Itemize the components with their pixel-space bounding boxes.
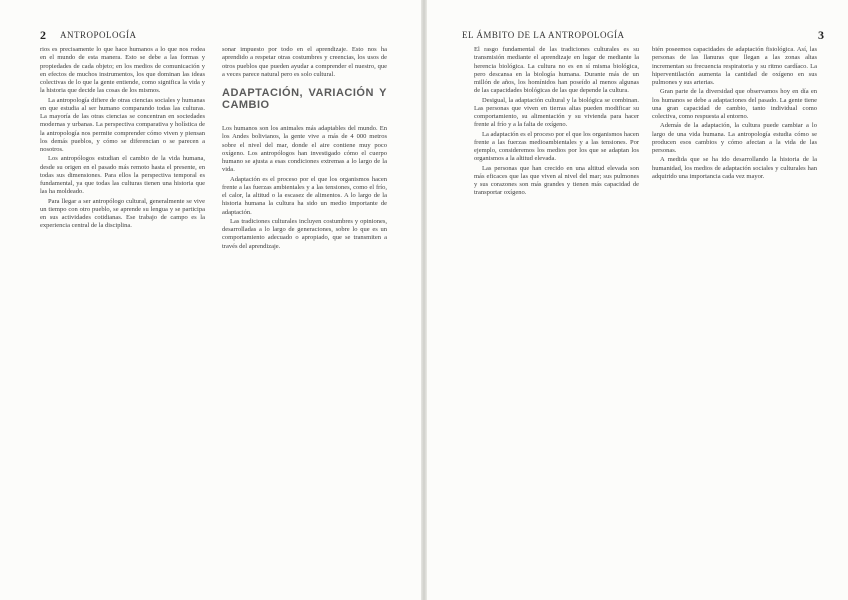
right-page: [426, 0, 848, 600]
paragraph: Los humanos son los animales más adaptables del mundo. En los Andes bolivianos, la gente vive a más de 4 000 metros sobre el nivel del mar, donde el aire contiene muy poco oxígeno. Los antropólogos han investigado cómo el cuerpo humano se ajusta a esas condiciones extremas a lo largo de la vida.: [222, 125, 387, 174]
paragraph: La antropología difiere de otras ciencias sociales y humanas en que estudia al ser humano comparando todas las culturas. La mayoría de las otras ciencias se concentran en sociedades modernas y urbanas. La perspectiva comparativa y holística de la antropología nos permite comprender cómo viven y piensan los demás pueblos, y cómo se diferencian o se parecen a nosotros.: [40, 96, 205, 153]
paragraph: rios es precisamente lo que hace humanos a lo que nos rodea en el mundo de esta manera. Esto se debe a las formas y propiedades de cada objeto; en los medios de comunicación y en efectos de muchos instrumentos, los que dominan las ideas colectivas de lo que la gente entiende, como significa la vida y la historia que decide las cosas de los mismos.: [40, 46, 205, 95]
page-number-right: 3: [818, 28, 824, 42]
paragraph: La adaptación es el proceso por el que los organismos hacen frente a las fuerzas medioambientales y a las tensiones. Por ejemplo, consideremos los medios por los que se adaptan los organismos a la altitud elevada.: [474, 130, 639, 163]
text-column-left-2: [222, 46, 387, 252]
page-number-left: 2: [40, 28, 46, 42]
paragraph: Las personas que han crecido en una altitud elevada son más eficaces que las que viven al nivel del mar; sus pulmones y sus corazones son más grandes y tienen más capacidad de transportar oxígeno.: [474, 164, 639, 197]
section-title: ADAPTACIÓN, VARIACIÓN Y CAMBIO: [222, 87, 387, 111]
paragraph: sonar impuesto por todo en el aprendizaje. Esto nos ha aprendido a respetar otras costumbres y creencias, los usos de otros pueblos que pueden ayudar a comprender el nuestro, que a veces parece natural pero es solo cultural.: [222, 46, 387, 78]
paragraph: bién poseemos capacidades de adaptación fisiológica. Así, las personas de las llanuras que llegan a las zonas altas incrementan su frecuencia respiratoria y su ritmo cardíaco. La hiperventilación aumenta la cantidad de oxígeno en sus pulmones y sus arterias.: [652, 46, 817, 86]
text-column-right-2: [652, 46, 817, 182]
text-column-left-1: [40, 46, 205, 232]
paragraph: Adaptación es el proceso por el que los organismos hacen frente a las fuerzas ambientales y a las tensiones, como el frío, el calor, la altitud o la escasez de alimentos. A lo largo de la historia humana la cultura ha sido un medio importante de adaptación.: [222, 175, 387, 216]
paragraph: Las tradiciones culturales incluyen costumbres y opiniones, desarrolladas a lo largo de generaciones, sobre lo que es un comportamiento adecuado o apropiado, que se transmiten a través del aprendizaje.: [222, 217, 387, 250]
paragraph: Gran parte de la diversidad que observamos hoy en día en los humanos se debe a adaptaciones del pasado. La gente tiene una gran capacidad de cambio, tanto individual como colectiva, como respuesta al entorno.: [652, 88, 817, 120]
paragraph: A medida que se ha ido desarrollando la historia de la humanidad, los medios de adaptación sociales y culturales han adquirido una importancia cada vez mayor.: [652, 156, 817, 180]
running-head-right: EL ÁMBITO DE LA ANTROPOLOGÍA: [462, 30, 625, 40]
paragraph: Para llegar a ser antropólogo cultural, generalmente se vive un tiempo con otro pueblo, se aprende su lengua y se participa en sus actividades cotidianas. Ese trabajo de campo es la experiencia central de la disciplina.: [40, 197, 205, 230]
text-column-right-1: [474, 46, 639, 199]
paragraph: Desigual, la adaptación cultural y la biológica se combinan. Las personas que viven en tierras altas pueden modificar su comportamiento, su alimentación y su vivienda para hacer frente al frío y a la falta de oxígeno.: [474, 96, 639, 129]
paragraph: Además de la adaptación, la cultura puede cambiar a lo largo de una vida humana. La antropología estudia cómo se producen esos cambios y cómo afectan a la vida de las personas.: [652, 122, 817, 154]
running-head-left: ANTROPOLOGÍA: [60, 30, 137, 40]
paragraph: El rasgo fundamental de las tradiciones culturales es su transmisión mediante el aprendizaje en lugar de mediante la herencia biológica. La cultura no es en sí misma biológica, pero descansa en la biología humana. Durante más de un millón de años, los homínidos han poseído al menos algunas de las capacidades biológicas de las que depende la cultura.: [474, 46, 639, 95]
paragraph: Los antropólogos estudian el cambio de la vida humana, desde su origen en el pasado más remoto hasta el presente, en todas sus dimensiones. Para ellos la perspectiva temporal es fundamental, ya que todas las culturas tienen una historia que las ha moldeado.: [40, 155, 205, 196]
left-page: [0, 0, 422, 600]
